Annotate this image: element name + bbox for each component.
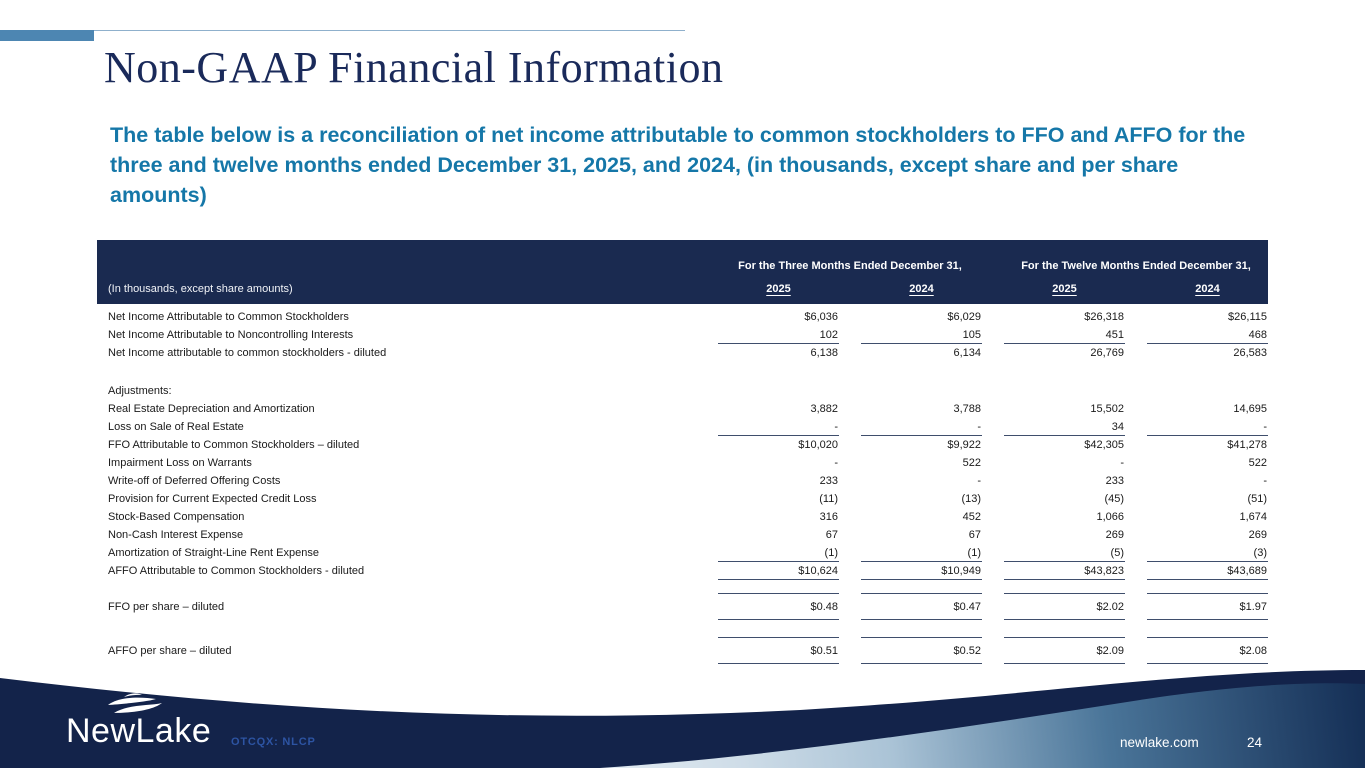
row-value: - [861,418,982,436]
row-label: Net Income attributable to common stockholders - diluted [108,347,387,359]
row-value: (3) [1147,544,1268,562]
year-header-2024-3mo: 2024 [909,283,934,295]
table-spacer-row [97,362,1268,382]
table-year-header-row [97,280,1268,298]
row-label: Amortization of Straight-Line Rent Expense [108,547,319,559]
row-value: 269 [1105,529,1124,541]
row-value: - [1120,457,1124,469]
row-label: Impairment Loss on Warrants [108,457,252,469]
financial-table [97,240,1268,664]
row-value: $41,278 [1227,439,1267,451]
row-value: 6,134 [953,347,981,359]
year-header-2025-3mo: 2025 [766,283,791,295]
ticker-label: OTCQX: NLCP [231,736,316,748]
row-value: $26,318 [1084,311,1124,323]
row-value: $2.09 [1004,637,1125,664]
table-row [97,454,1268,472]
row-value: $2.08 [1147,637,1268,664]
row-value: 26,583 [1233,347,1267,359]
row-value: (51) [1247,493,1267,505]
row-label: Real Estate Depreciation and Amortization [108,403,315,415]
row-value: $43,689 [1147,562,1268,580]
row-value: 102 [718,326,839,344]
table-row [97,344,1268,362]
row-value: - [718,418,839,436]
row-value: $6,029 [947,311,981,323]
top-divider-line [93,30,685,31]
row-value: (5) [1004,544,1125,562]
row-value: 1,066 [1096,511,1124,523]
row-value: 34 [1004,418,1125,436]
row-label: Net Income Attributable to Noncontrolling Interests [108,329,354,341]
row-value: (1) [718,544,839,562]
table-row [97,544,1268,562]
row-value: 269 [1248,529,1267,541]
row-label: Loss on Sale of Real Estate [108,421,244,433]
table-header [97,240,1268,304]
row-value: - [834,457,838,469]
row-value: 452 [962,511,981,523]
column-group-twelve-months: For the Twelve Months Ended December 31, [1021,260,1251,272]
subtitle: The table below is a reconciliation of net income attributable to common stockholders to FFO and AFFO for the three and twelve months ended December 31, 2025, and 2024, (in thousands, except share and per share amounts) [110,123,1246,207]
row-value: $26,115 [1228,311,1267,323]
row-label: FFO per share – diluted [108,600,225,613]
row-label: AFFO Attributable to Common Stockholders - diluted [108,565,365,577]
row-label: Adjustments: [108,385,172,397]
row-label: Net Income Attributable to Common Stockholders [108,311,349,323]
row-value: $10,949 [861,562,982,580]
year-header-2025-12mo: 2025 [1052,283,1077,295]
row-value: (1) [861,544,982,562]
row-label: AFFO per share – diluted [108,644,232,657]
row-label: Non-Cash Interest Expense [108,529,244,541]
table-row [97,326,1268,344]
row-value: $9,922 [947,439,981,451]
table-row [97,526,1268,544]
row-value: 468 [1147,326,1268,344]
row-value [861,382,982,400]
row-value [1004,382,1125,400]
row-value: 522 [1248,457,1267,469]
row-value: $43,823 [1004,562,1125,580]
column-group-three-months: For the Three Months Ended December 31, [738,260,962,272]
website-label: newlake.com [1120,735,1199,750]
row-value: 451 [1004,326,1125,344]
table-row [97,382,1268,400]
row-value: 105 [861,326,982,344]
table-row [97,562,1268,580]
row-value: $42,305 [1084,439,1124,451]
table-row [97,308,1268,326]
row-value: 233 [819,475,838,487]
row-value: 67 [825,529,838,541]
row-value: $0.48 [718,593,839,620]
accent-bar [0,30,94,41]
row-value: - [1263,475,1267,487]
table-row [97,436,1268,454]
table-row [97,593,1268,620]
row-value: 1,674 [1239,511,1267,523]
row-value: $6,036 [804,311,838,323]
table-spacer-row [97,620,1268,637]
row-value: 67 [968,529,981,541]
table-group-header-row [97,248,1268,272]
row-value: 14,695 [1233,403,1267,415]
row-value: $10,020 [798,439,838,451]
row-value: 3,788 [953,403,981,415]
row-value: 15,502 [1090,403,1124,415]
row-value: 26,769 [1090,347,1124,359]
row-value: (11) [819,493,838,505]
row-value [718,382,839,400]
page-title: Non-GAAP Financial Information [104,43,724,92]
table-row [97,472,1268,490]
row-value: - [1147,418,1268,436]
table-row [97,400,1268,418]
row-label: Write-off of Deferred Offering Costs [108,475,281,487]
row-value: $2.02 [1004,593,1125,620]
logo-wordmark: NewLake [66,712,212,750]
table-body [97,304,1268,664]
table-row [97,418,1268,436]
table-row [97,637,1268,664]
row-value [1147,382,1268,400]
row-value: 233 [1105,475,1124,487]
year-header-2024-12mo: 2024 [1195,283,1220,295]
row-value: $1.97 [1147,593,1268,620]
row-value: (13) [961,493,981,505]
table-corner-label: (In thousands, except share amounts) [108,283,293,295]
row-value: $0.47 [861,593,982,620]
row-value: $0.52 [861,637,982,664]
table-spacer-row [97,580,1268,593]
row-value: 316 [819,511,838,523]
wave-icon [102,692,166,714]
table-row [97,490,1268,508]
page-number: 24 [1247,735,1263,750]
row-label: Provision for Current Expected Credit Loss [108,493,317,505]
row-value: 6,138 [810,347,838,359]
table-row [97,508,1268,526]
row-label: FFO Attributable to Common Stockholders – diluted [108,439,360,451]
row-value: $0.51 [718,637,839,664]
row-value: 3,882 [810,403,838,415]
row-label: Stock-Based Compensation [108,511,245,523]
row-value: $10,624 [718,562,839,580]
row-value: 522 [962,457,981,469]
row-value: (45) [1104,493,1124,505]
row-value: - [977,475,981,487]
